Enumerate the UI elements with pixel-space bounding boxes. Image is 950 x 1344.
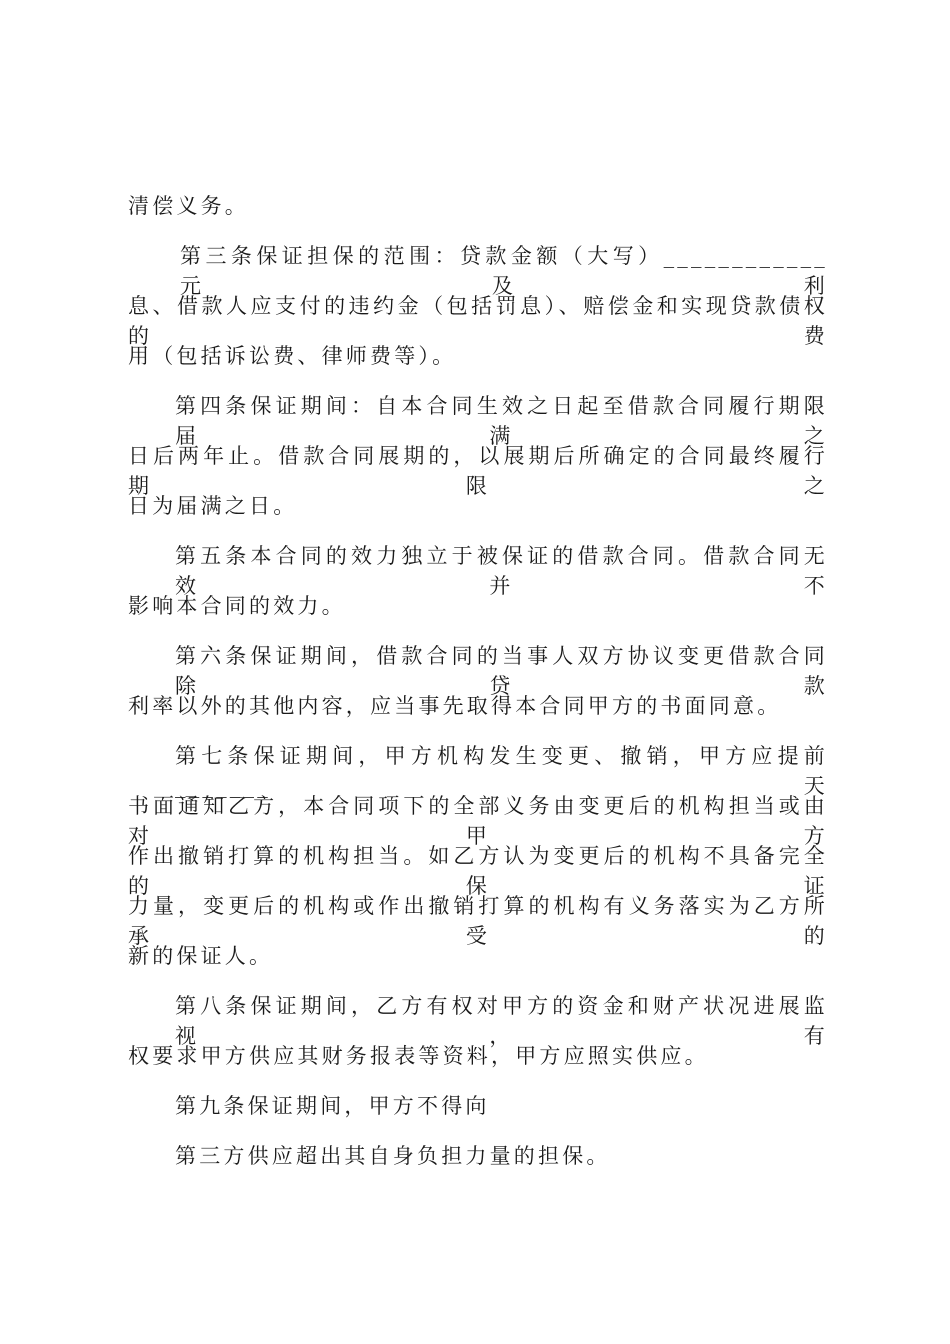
text-line: 第七条保证期间，甲方机构发生变更、撤销，甲方应提前_______天 (175, 744, 828, 798)
text-line: 第四条保证期间：自本合同生效之日起至借款合同履行期限届满之 (175, 394, 828, 448)
text-line: 第三方供应超出其自身负担力量的担保。 (175, 1144, 611, 1168)
text-line: 日后两年止。借款合同展期的，以展期后所确定的合同最终履行期限之 (128, 444, 828, 498)
text-line: 利率以外的其他内容，应当事先取得本合同甲方的书面同意。 (128, 694, 782, 718)
text-line: 用（包括诉讼费、律师费等）。 (128, 344, 457, 368)
text-line: 作出撤销打算的机构担当。如乙方认为变更后的机构不具备完全的保证 (128, 844, 828, 898)
text-line: 第八条保证期间，乙方有权对甲方的资金和财产状况进展监视，有 (175, 994, 828, 1048)
text-line: 第九条保证期间，甲方不得向 (175, 1094, 490, 1118)
text-line: 第五条本合同的效力独立于被保证的借款合同。借款合同无效并不 (175, 544, 828, 598)
text-line: 权要求甲方供应其财务报表等资料，甲方应照实供应。 (128, 1044, 709, 1068)
text-line: 新的保证人。 (128, 944, 274, 968)
text-line: 第六条保证期间，借款合同的当事人双方协议变更借款合同除贷款 (175, 644, 828, 698)
text-line: 影响本合同的效力。 (128, 594, 346, 618)
text-line: 第三条保证担保的范围：贷款金额（大写）____________元及利 (180, 244, 828, 298)
text-line: 力量，变更后的机构或作出撤销打算的机构有义务落实为乙方所承受的 (128, 894, 828, 948)
text-line: 书面通知乙方，本合同项下的全部义务由变更后的机构担当或由对甲方 (128, 794, 828, 848)
text-line: 清偿义务。 (128, 194, 249, 218)
text-line: 日为届满之日。 (128, 494, 298, 518)
text-line: 息、借款人应支付的违约金（包括罚息）、赔偿金和实现贷款债权的费 (128, 294, 828, 348)
